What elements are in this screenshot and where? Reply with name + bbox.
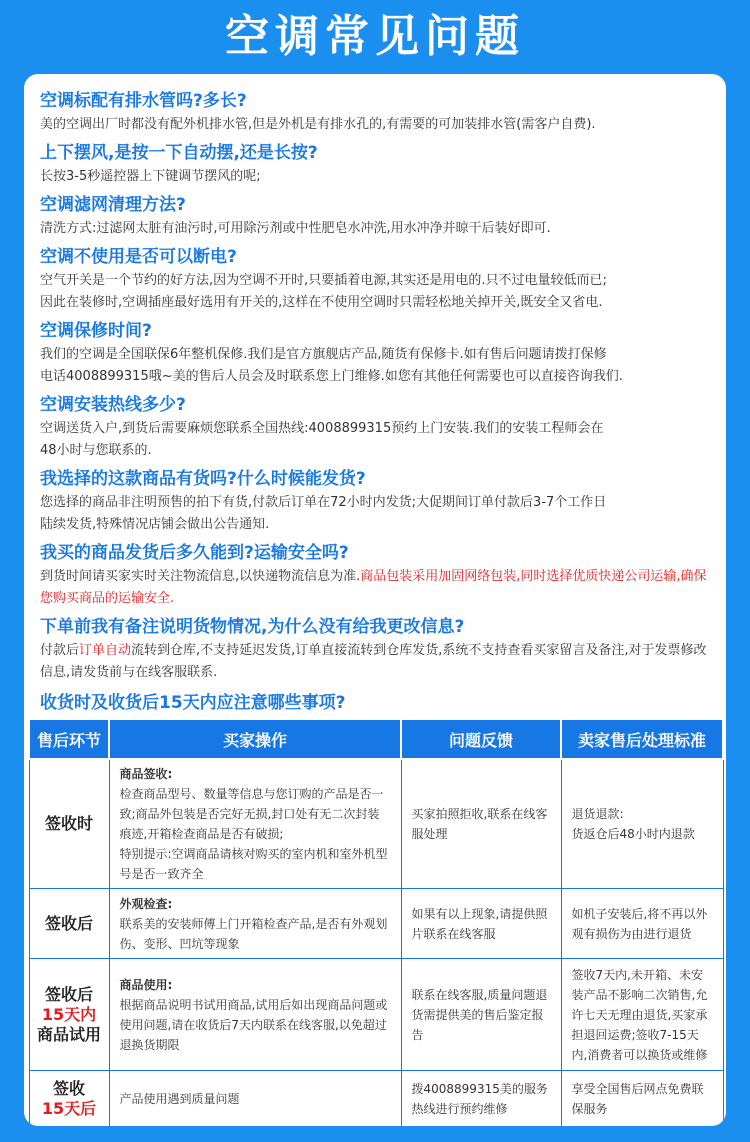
faq-answer <box>40 640 710 684</box>
cell-seller-standard <box>561 1071 723 1127</box>
faq-question: 空调标配有排水管吗?多长? <box>40 91 247 111</box>
header-stage: 售后环节 <box>29 719 109 759</box>
cell-buyer-action <box>109 1071 401 1127</box>
answer-post: 流转到仓库,不支持延迟发货,订单直接流转到仓库发货,系统不支持查看买家留言及备注,对于发票修改信息,请发货前与在线客服联系. <box>40 643 707 680</box>
stage-text: 签收时 <box>44 814 93 833</box>
cell-stage <box>29 759 109 889</box>
standard-text: 货返仓后48小时内退款 <box>571 827 695 841</box>
table-row <box>29 759 723 889</box>
faq-question: 空调滤网清理方法? <box>40 195 186 215</box>
faq-answer: 空气开关是一个节约的好方法,因为空调不开时,只要插着电源,其实还是用电的.只不过电量较低而已; <box>40 273 607 288</box>
stage-highlight: 15天后 <box>41 1098 97 1118</box>
after-sales-table <box>28 718 724 1126</box>
faq-item <box>40 394 710 462</box>
stage-text: 签收后 <box>44 913 93 933</box>
standard-text: 退货退款: <box>571 807 624 821</box>
faq-answer: 我们的空调是全国联保6年整机保修.我们是官方旗舰店产品,随货有保修卡.如有售后问题请拨打保修 <box>40 347 607 362</box>
header-buyer-action: 买家操作 <box>109 719 401 759</box>
cell-seller-standard <box>561 759 723 889</box>
faq-answer: 陆续发货,特殊情况店铺会做出公告通知. <box>40 517 270 532</box>
cell-buyer-action <box>109 959 401 1071</box>
table-header-row <box>29 719 723 759</box>
header-seller-standard: 卖家售后处理标准 <box>561 719 723 759</box>
cell-seller-standard <box>561 959 723 1071</box>
faq-answer: 48小时与您联系的. <box>40 443 152 458</box>
cell-seller-standard <box>561 889 723 959</box>
faq-item <box>40 468 710 536</box>
cell-stage <box>29 959 109 1071</box>
answer-plain: 到货时间请买家实时关注物流信息,以快递物流信息为准. <box>40 569 361 584</box>
faq-question: 上下摆风,是按一下自动摆,还是长按? <box>40 143 318 163</box>
table-row <box>29 959 723 1071</box>
standard-text: 签收7天内,未开箱、未安装产品不影响二次销售,允许七天无理由退货,买家承担退回运费;签收7-15天内,消费者可以换货或维修 <box>571 967 708 1062</box>
header-feedback: 问题反馈 <box>401 719 561 759</box>
action-text: 产品使用遇到质量问题 <box>119 1091 240 1106</box>
faq-item <box>40 142 710 188</box>
cell-feedback: 拨4008899315美的服务热线进行预约维修 <box>401 1071 561 1127</box>
cell-feedback: 联系在线客服,质量问题退货需提供美的售后鉴定报告 <box>401 959 561 1071</box>
standard-text: 享受全国售后网点免费联保服务 <box>571 1081 704 1116</box>
faq-answer <box>40 566 710 610</box>
faq-question: 我买的商品发货后多久能到?运输安全吗? <box>40 543 349 563</box>
faq-answer: 您选择的商品非注明预售的拍下有货,付款后订单在72小时内发货;大促期间订单付款后3-7个工作日 <box>40 495 607 510</box>
faq-answer: 空调送货入户,到货后需要麻烦您联系全国热线:4008899315预约上门安装.我们的安装工程师会在 <box>40 421 604 436</box>
cell-buyer-action <box>109 759 401 889</box>
faq-answer: 长按3-5秒遥控器上下键调节摆风的呢; <box>40 169 261 184</box>
cell-feedback: 如果有以上现象,请提供照片联系在线客服 <box>401 889 561 959</box>
faq-item-remark <box>40 616 710 684</box>
faq-answer: 因此在装修时,空调插座最好选用有开关的,这样在不使用空调时只需轻松地关掉开关,既安全又省电. <box>40 295 603 310</box>
faq-item <box>40 90 710 136</box>
faq-answer: 电话4008899315哦~美的售后人员会及时联系您上门维修.如您有其他任何需要也可以直接咨询我们. <box>40 369 623 384</box>
action-text: 联系美的安装师傅上门开箱检查产品,是否有外观划伤、变形、凹坑等现象 <box>119 916 388 951</box>
action-text: 根据商品说明书试用商品,试用后如出现商品问题或使用问题,请在收货后7天内联系在线客服,以免超过退换货期限 <box>119 997 388 1052</box>
stage-highlight: 15天内 <box>41 1004 97 1024</box>
faq-question: 空调安装热线多少? <box>40 395 186 415</box>
stage-text: 签收 <box>52 1078 85 1098</box>
faq-answer: 美的空调出厂时都没有配外机排水管,但是外机是有排水孔的,有需要的可加装排水管(需客户自费). <box>40 117 596 132</box>
action-title: 商品使用: <box>119 977 173 992</box>
faq-answer: 清洗方式:过滤网太脏有油污时,可用除污剂或中性肥皂水冲洗,用水冲净并晾干后装好即可. <box>40 221 551 236</box>
stage-text: 签收后 <box>44 984 93 1004</box>
faq-question: 空调保修时间? <box>40 321 152 341</box>
page-title: 空调常见问题 <box>225 11 525 62</box>
table-row <box>29 1071 723 1127</box>
faq-item <box>40 194 710 240</box>
faq-question: 空调不使用是否可以断电? <box>40 247 237 267</box>
action-text: 特别提示:空调商品请核对购买的室内机和室外机型号是否一致齐全 <box>119 847 388 881</box>
stage-text: 商品试用 <box>36 1024 101 1044</box>
faq-question: 下单前我有备注说明货物情况,为什么没有给我更改信息? <box>40 617 465 637</box>
section-title: 收货时及收货后15天内应注意哪些事项? <box>40 693 346 713</box>
cell-buyer-action <box>109 889 401 959</box>
answer-highlight: 商品包装采用加固网络包装,同时选择优质快递公司运输,确保您购买商品的运输安全. <box>40 569 707 606</box>
cell-feedback: 买家拍照拒收,联系在线客服处理 <box>401 759 561 889</box>
faq-item-shipping <box>40 542 710 610</box>
standard-text: 如机子安装后,将不再以外观有损伤为由进行退货 <box>571 906 708 941</box>
faq-item <box>40 246 710 314</box>
faq-list <box>40 90 710 536</box>
answer-pre: 付款后 <box>40 643 80 658</box>
action-text: 检查商品型号、数量等信息与您订购的产品是否一致;商品外包装是否完好无损,封口处有无二次封装痕迹,开箱检查商品是否有破损; <box>119 787 384 841</box>
action-title: 外观检查: <box>119 896 173 911</box>
answer-highlight: 订单自动 <box>79 643 132 658</box>
faq-card <box>24 74 726 1126</box>
action-title: 商品签收: <box>119 767 173 781</box>
table-row <box>29 889 723 959</box>
faq-question: 我选择的这款商品有货吗?什么时候能发货? <box>40 469 366 489</box>
cell-stage <box>29 1071 109 1127</box>
cell-stage <box>29 889 109 959</box>
table-body <box>29 759 723 1126</box>
faq-item <box>40 320 710 388</box>
